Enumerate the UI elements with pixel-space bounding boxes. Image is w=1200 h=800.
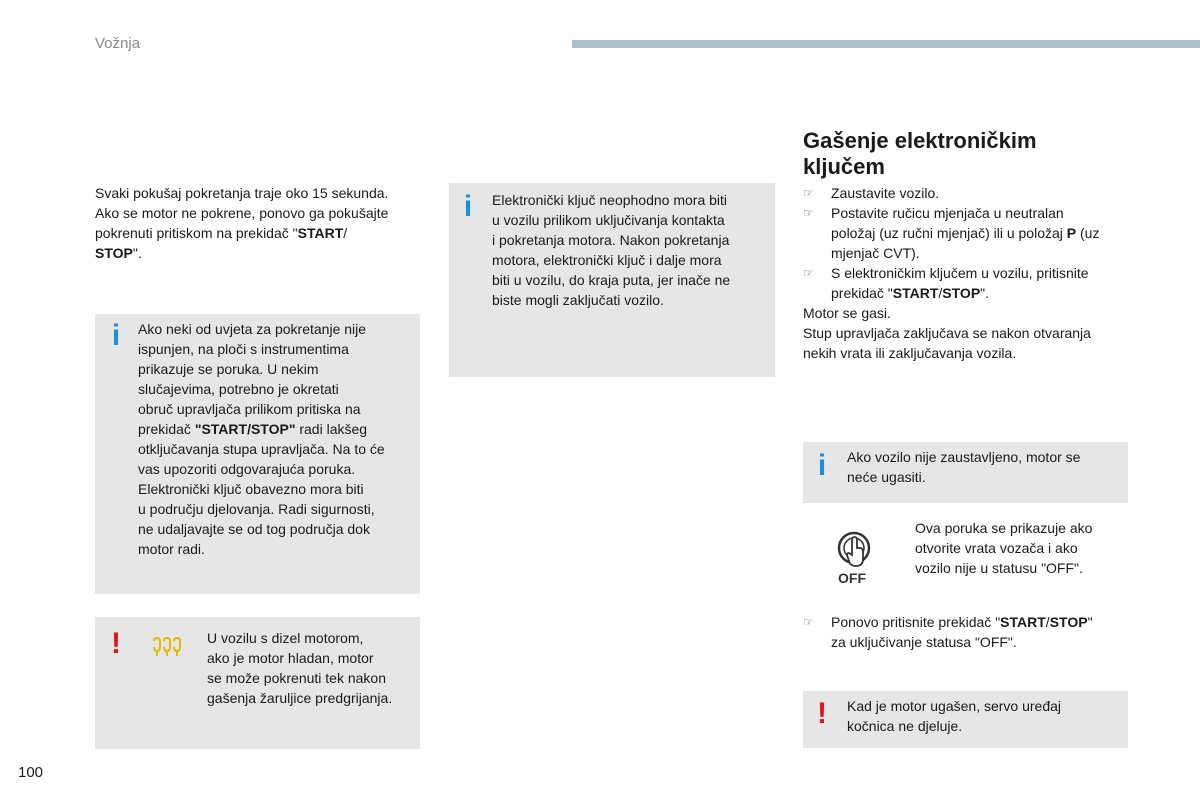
step-text: S elektroničkim ključem u vozilu, pritisnite <box>831 265 1089 281</box>
intro-line: Svaki pokušaj pokretanja traje oko 15 sekunda. <box>95 185 389 201</box>
info-line: motora, elektronički ključ i dalje mora <box>492 252 722 268</box>
warning-line: gašenja žaruljice predgrijanja. <box>207 690 393 706</box>
info-box-key-in-vehicle <box>449 183 775 377</box>
exclamation-warning-icon: ! <box>111 627 121 660</box>
start-label: START <box>297 225 344 241</box>
step-text: Zaustavite vozilo. <box>831 185 940 201</box>
info-line: vas upozoriti odgovarajuća poruka. <box>138 461 356 477</box>
info-line: neće ugasiti. <box>847 469 926 485</box>
header-bar <box>572 40 1200 48</box>
warning-line: se može pokrenuti tek nakon <box>207 670 386 686</box>
info-box-text <box>847 447 1125 487</box>
step-text <box>831 283 1138 303</box>
preheating-glow-plug-icon <box>151 637 183 657</box>
stop-label: STOP <box>1049 614 1088 630</box>
procedure-step-off <box>803 612 1138 652</box>
info-line: Ako neki od uvjeta za pokretanje nije <box>138 321 367 337</box>
off-line: Ova poruka se prikazuje ako <box>915 520 1093 536</box>
warning-line: Kad je motor ugašen, servo uređaj <box>847 698 1062 714</box>
warning-line: ako je motor hladan, motor <box>207 650 374 666</box>
step-fragment: položaj (uz ručni mjenjač) ili u položaj <box>831 225 1067 241</box>
bullet-list <box>803 612 1138 652</box>
slash: / <box>343 225 348 241</box>
warning-box-text <box>847 696 1125 736</box>
info-line: motor radi. <box>138 541 205 557</box>
off-label: OFF <box>838 570 866 586</box>
slash: / <box>1045 614 1050 630</box>
info-line: u vozilu prilikom uključivanja kontakta <box>492 212 725 228</box>
info-line: biti u vozilu, do kraja puta, jer inače ne <box>492 272 731 288</box>
info-icon: i <box>463 190 473 223</box>
list-item <box>803 203 1138 263</box>
info-text: prekidač <box>138 421 195 437</box>
heading-line: ključem <box>803 154 885 179</box>
page-number: 100 <box>18 764 44 781</box>
warning-box-brake-servo <box>803 691 1128 748</box>
info-line: biste mogli zaključati vozilo. <box>492 292 664 308</box>
step-fragment: ". <box>980 285 990 301</box>
result-line: nekih vrata ili zaključavanja vozila. <box>803 345 1017 361</box>
stop-label: STOP <box>942 285 981 301</box>
step-fragment: prekidač " <box>831 285 893 301</box>
step-text <box>831 223 1138 243</box>
warning-line: U vozilu s dizel motorom, <box>207 630 364 646</box>
step-text: Postavite ručicu mjenjača u neutralan <box>831 205 1064 221</box>
intro-line <box>95 223 435 243</box>
start-stop-label: "START/STOP" <box>194 421 296 437</box>
step-text <box>831 612 1138 632</box>
step-fragment: Ponovo pritisnite prekidač " <box>831 614 1001 630</box>
warning-box-text <box>207 628 417 708</box>
warning-box-diesel <box>95 617 420 749</box>
intro-text: pokrenuti pritiskom na prekidač " <box>95 225 298 241</box>
info-line: otključavanja stupa upravljača. Na to će <box>138 441 385 457</box>
off-message-text <box>915 518 1135 578</box>
slash: / <box>938 285 943 301</box>
pointing-hand-icon: ☞ <box>803 206 814 220</box>
info-line: u području djelovanja. Radi sigurnosti, <box>138 501 375 517</box>
push-button-off-icon <box>834 526 878 588</box>
info-text: radi lakšeg <box>295 421 368 437</box>
info-box-vehicle-moving <box>803 442 1128 503</box>
position-p-label: P <box>1066 225 1077 241</box>
exclamation-warning-icon: ! <box>817 697 827 730</box>
start-label: START <box>1000 614 1046 630</box>
list-item <box>803 183 1138 203</box>
info-line <box>138 419 418 439</box>
procedure-steps <box>803 183 1138 363</box>
info-line: slučajevima, potrebno je okretati <box>138 381 339 397</box>
info-line: ispunjen, na ploči s instrumentima <box>138 341 349 357</box>
info-icon: i <box>111 319 121 352</box>
info-line: ne udaljavajte se od tog područja dok <box>138 521 370 537</box>
warning-line: kočnica ne djeluje. <box>847 718 963 734</box>
section-title: Vožnja <box>95 35 141 52</box>
off-line: otvorite vrata vozača i ako <box>915 540 1078 556</box>
info-box-text <box>138 319 418 559</box>
start-label: START <box>892 285 939 301</box>
info-icon: i <box>817 449 827 482</box>
intro-line: Ako se motor ne pokrene, ponovo ga pokušajte <box>95 205 389 221</box>
info-line: Ako vozilo nije zaustavljeno, motor se <box>847 449 1081 465</box>
step-fragment: (uz <box>1076 225 1100 241</box>
result-line: Motor se gasi. <box>803 305 891 321</box>
off-line: vozilo nije u statusu "OFF". <box>915 560 1083 576</box>
section-heading <box>803 128 1163 180</box>
step-text: mjenjač CVT). <box>831 245 920 261</box>
heading-line: Gašenje elektroničkim <box>803 128 1037 153</box>
list-item <box>803 612 1138 652</box>
step-text: za uključivanje statusa "OFF". <box>831 634 1017 650</box>
pointing-hand-icon: ☞ <box>803 266 814 280</box>
step-fragment: " <box>1087 614 1093 630</box>
pointing-hand-icon: ☞ <box>803 615 814 629</box>
stop-label: STOP <box>95 245 133 261</box>
quote-end: ". <box>132 245 142 261</box>
list-item <box>803 263 1138 303</box>
finger-press-icon <box>834 526 878 572</box>
info-line: Elektronički ključ neophodno mora biti <box>492 192 728 208</box>
info-line: obruč upravljača prilikom pritiska na <box>138 401 361 417</box>
info-line: prikazuje se poruka. U nekim <box>138 361 319 377</box>
pointing-hand-icon: ☞ <box>803 186 814 200</box>
result-line: Stup upravljača zaključava se nakon otvaranja <box>803 325 1091 341</box>
info-line: i pokretanja motora. Nakon pokretanja <box>492 232 730 248</box>
info-line: Elektronički ključ obavezno mora biti <box>138 481 364 497</box>
intro-paragraph <box>95 183 435 263</box>
info-box-text <box>492 190 774 310</box>
info-box-start-conditions <box>95 314 420 594</box>
intro-line <box>95 243 435 263</box>
bullet-list <box>803 183 1138 303</box>
